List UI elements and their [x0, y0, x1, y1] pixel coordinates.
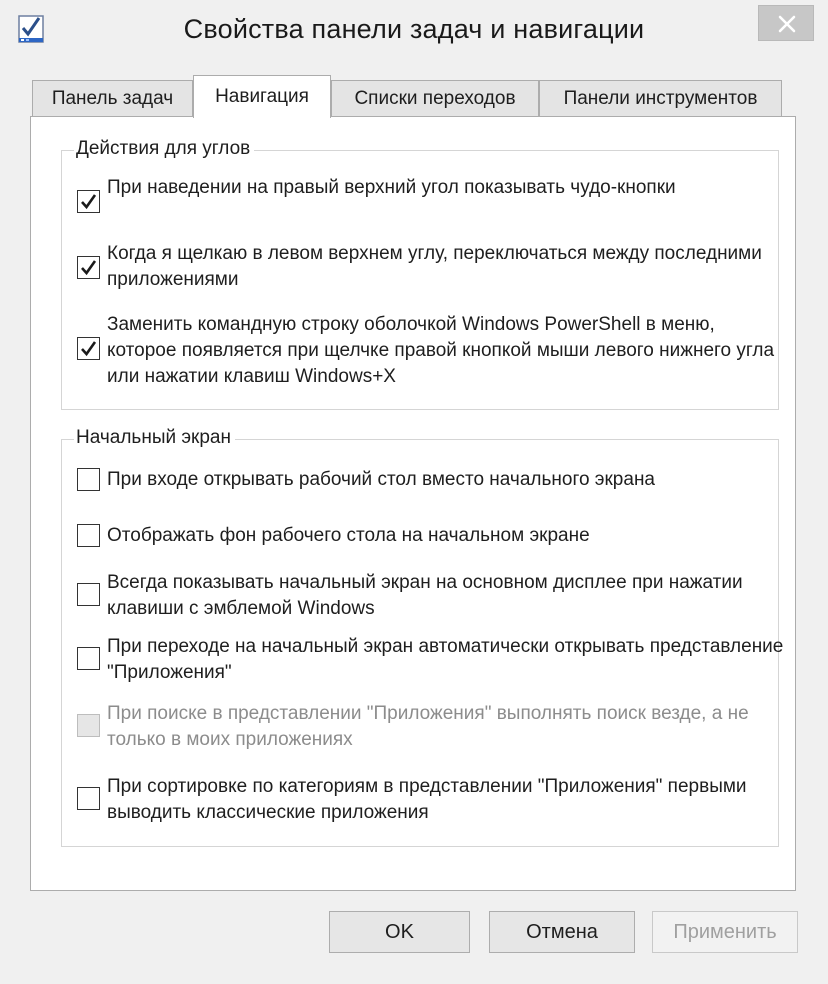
checkbox-desktop-background-start[interactable]	[77, 524, 100, 547]
checkbox-powershell-menu[interactable]	[77, 337, 100, 360]
checkbox-switch-recent-apps[interactable]	[77, 256, 100, 279]
checkbox-charms-top-right[interactable]	[77, 190, 100, 213]
label-charms-top-right: При наведении на правый верхний угол показывать чудо-кнопки	[107, 177, 676, 198]
window-title: Свойства панели задач и навигации	[183, 14, 645, 44]
tab-toolbars[interactable]: Панели инструментов	[539, 80, 782, 116]
title-bar	[0, 0, 828, 64]
tab-taskbar[interactable]: Панель задач	[32, 80, 193, 116]
checkmark-icon	[80, 193, 97, 210]
close-button[interactable]	[758, 5, 814, 41]
label-desktop-background-start: Отображать фон рабочего стола на начальном экране	[107, 525, 590, 546]
close-icon	[778, 15, 796, 33]
cancel-button[interactable]: Отмена	[489, 911, 635, 953]
tab-navigation[interactable]: Навигация	[193, 75, 331, 118]
start-screen-title: Начальный экран	[74, 424, 235, 452]
label-switch-recent-apps: Когда я щелкаю в левом верхнем углу, переключаться между последними приложениями	[107, 243, 762, 290]
checkbox-desktop-instead-of-start[interactable]	[77, 468, 100, 491]
label-search-everywhere: При поиске в представлении "Приложения" выполнять поиск везде, а не только в моих приложениях	[107, 703, 749, 750]
tab-jump-lists[interactable]: Списки переходов	[331, 80, 539, 116]
label-desktop-instead-of-start: При входе открывать рабочий стол вместо начального экрана	[107, 469, 656, 490]
checkbox-start-on-main-display[interactable]	[77, 583, 100, 606]
checkmark-icon	[80, 259, 97, 276]
tab-panel-navigation	[30, 116, 796, 891]
checkmark-icon	[80, 340, 97, 357]
apply-button[interactable]: Применить	[652, 911, 798, 953]
checkbox-open-apps-view[interactable]	[77, 647, 100, 670]
label-start-on-main-display: Всегда показывать начальный экран на основном дисплее при нажатии клавиши с эмблемой Windows	[107, 572, 743, 619]
label-powershell-menu: Заменить командную строку оболочкой Windows PowerShell в меню, которое появляется при щелчке правой кнопкой мыши левого нижнего угла или нажатии клавиш Windows+X	[107, 314, 775, 387]
label-open-apps-view: При переходе на начальный экран автоматически открывать представление "Приложения"	[107, 636, 784, 683]
checkbox-desktop-apps-first[interactable]	[77, 787, 100, 810]
ok-button[interactable]: OK	[329, 911, 470, 953]
label-desktop-apps-first: При сортировке по категориям в представлении "Приложения" первыми выводить классические приложения	[107, 776, 747, 823]
checkbox-search-everywhere[interactable]	[77, 714, 100, 737]
corner-actions-title: Действия для углов	[74, 135, 254, 163]
